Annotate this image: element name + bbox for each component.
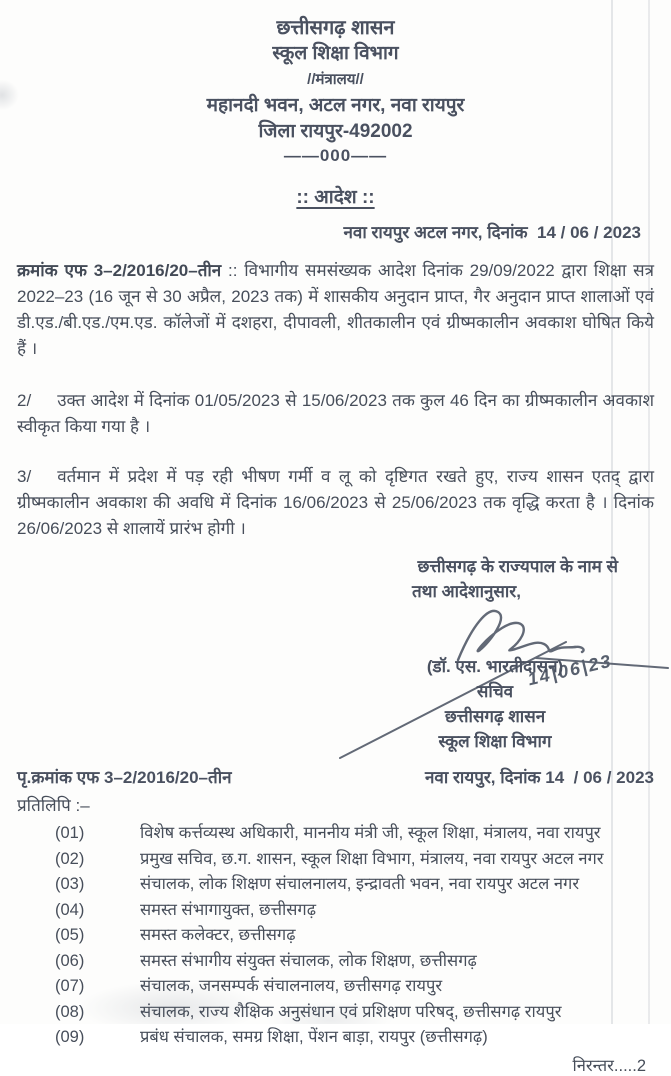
recipient-number: (05)	[55, 926, 85, 944]
authority-line-by-order: तथा आदेशानुसार,	[411, 582, 521, 601]
recipient-number: (04)	[55, 900, 85, 919]
order-paragraph-3-text: वर्तमान में प्रदेश में पड़ रही भीषण गर्मी व लू को दृष्टिगत रखते हुए, राज्य शासन एतद् द्वारा ग्रीष्मकालीन अवकाश की अवधि में दिनांक 16/06/2023 से 25/06/2023 तक वृद्धि करता है । दिनांक 26/06/2023 से शालायें प्रारंभ होगी ।	[17, 467, 654, 538]
recipient-text: प्रबंध संचालक, समग्र शिक्षा, पेंशन बाड़ा, रायपुर (छत्तीसगढ़)	[140, 1028, 488, 1046]
order-place-date: नवा रायपुर अटल नगर, दिनांक 14 / 06 / 2023	[343, 223, 641, 242]
signatory-details	[350, 654, 640, 754]
signatory-name: (डॉ. एस. भारतीदासन)	[426, 657, 564, 676]
order-heading-text: :: आदेश ::	[296, 187, 375, 208]
letterhead-address: महानदी भवन, अटल नगर, नवा रायपुर	[206, 95, 465, 116]
list-item	[0, 821, 671, 847]
order-paragraph-1	[0, 258, 671, 362]
recipient-number: (03)	[55, 875, 85, 893]
paragraph-2-number: 2/	[17, 391, 32, 410]
recipient-number: (08)	[55, 1002, 85, 1021]
list-item	[0, 1000, 671, 1026]
recipients-list	[0, 821, 671, 1051]
signatory-designation: सचिव	[476, 682, 514, 701]
order-paragraph-2-text: उक्त आदेश में दिनांक 01/05/2023 से 15/06/2023 तक कुल 46 दिन का ग्रीष्मकालीन अवकाश स्वीकृत किया गया है ।	[17, 391, 654, 436]
endorsement-ref-row	[0, 765, 671, 788]
recipient-text: प्रमुख सचिव, छ.ग. शासन, स्कूल शिक्षा विभाग, मंत्रालय, नवा रायपुर अटल नगर	[140, 849, 604, 868]
endorsement-place-date: नवा रायपुर, दिनांक 14 / 06 / 2023	[424, 768, 654, 787]
order-paragraph-3	[0, 464, 671, 542]
letterhead-government: छत्तीसगढ़ शासन	[276, 17, 395, 39]
list-item	[0, 898, 671, 924]
list-item	[0, 949, 671, 975]
recipient-text: समस्त संभागायुक्त, छत्तीसगढ़	[140, 900, 316, 919]
list-item	[0, 923, 671, 949]
letterhead	[0, 15, 671, 167]
letterhead-divider: ——000——	[283, 146, 388, 165]
recipient-text: समस्त संभागीय संयुक्त संचालक, लोक शिक्षण, छत्तीसगढ़	[140, 951, 477, 970]
recipient-text: विशेष कर्त्तव्यस्थ अधिकारी, माननीय मंत्री जी, स्कूल शिक्षा, मंत्रालय, नवा रायपुर	[140, 824, 601, 842]
recipient-number: (02)	[55, 849, 85, 868]
list-item	[0, 847, 671, 873]
order-heading	[0, 183, 671, 209]
recipient-number: (09)	[55, 1028, 85, 1046]
signatory-org-line2: स्कूल शिक्षा विभाग	[438, 732, 552, 751]
list-item	[0, 974, 671, 1000]
copy-to-label: प्रतिलिपि :–	[17, 796, 90, 815]
signature-block	[0, 604, 671, 759]
recipient-number: (06)	[55, 951, 85, 970]
recipient-number: (07)	[55, 977, 85, 995]
recipient-text: संचालक, लोक शिक्षण संचालनालय, इन्द्रावती भवन, नवा रायपुर अटल नगर	[140, 875, 580, 893]
endorsement-ref-number: पृ.क्रमांक एफ 3–2/2016/20–तीन	[17, 768, 232, 787]
recipient-text: संचालक, राज्य शैक्षिक अनुसंधान एवं प्रशिक्षण परिषद्, छत्तीसगढ़ रायपुर	[140, 1002, 562, 1021]
handwritten-date: 14|06|23	[525, 650, 615, 690]
list-item	[0, 1025, 671, 1051]
continuation-note: निरन्तर.....2	[572, 1056, 646, 1075]
letterhead-ministry: //मंत्रालय//	[307, 71, 364, 88]
order-paragraph-1-text: :: विभागीय समसंख्यक आदेश दिनांक 29/09/2022 द्वारा शिक्षा सत्र 2022–23 (16 जून से 30 अप्रैल, 2023 तक) में शासकीय अनुदान प्राप्त, गैर अनुदान प्राप्त शालाओं एवं डी.एड./बी.एड./एम.एड. कॉलेजों में दशहरा, दीपावली, शीतकालीन एवं ग्रीष्मकालीन अवकाश घोषित किये हैं ।	[17, 261, 655, 358]
order-paragraph-2	[0, 388, 671, 440]
list-item	[0, 872, 671, 898]
recipient-number: (01)	[55, 824, 85, 842]
letterhead-district-pincode: जिला रायपुर-492002	[258, 121, 413, 142]
letterhead-department: स्कूल शिक्षा विभाग	[272, 43, 399, 64]
paragraph-3-number: 3/	[17, 467, 32, 486]
order-reference-number: क्रमांक एफ 3–2/2016/20–तीन	[17, 261, 222, 280]
signatory-org-line1: छत्तीसगढ़ शासन	[444, 707, 546, 726]
recipient-text: समस्त कलेक्टर, छत्तीसगढ़	[140, 926, 296, 944]
authority-line-governor: छत्तीसगढ़ के राज्यपाल के नाम से	[417, 557, 618, 576]
recipient-text: संचालक, जनसम्पर्क संचालनालय, छत्तीसगढ़ रायपुर	[140, 977, 443, 995]
